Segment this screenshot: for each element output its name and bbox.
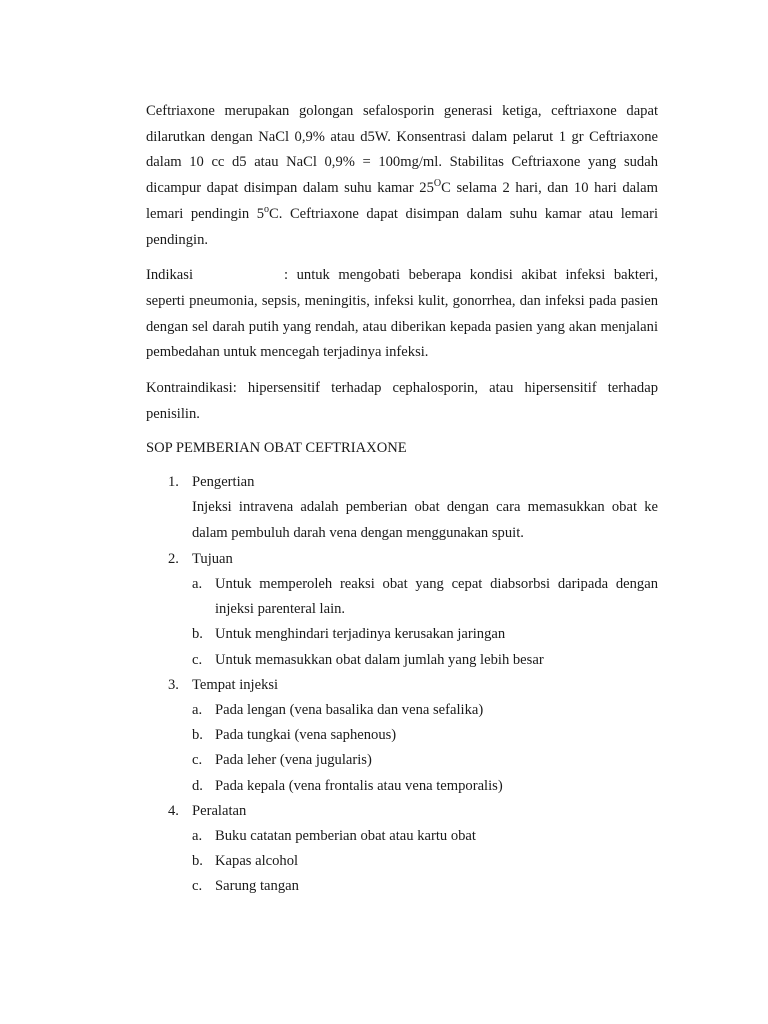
section-title: Tempat injeksi — [192, 676, 279, 693]
item-letter: c. — [192, 752, 203, 769]
section-body: Injeksi intravena adalah pemberian obat dengan cara memasukkan obat ke dalam pembuluh darah vena dengan menggunakan spuit. — [192, 499, 658, 542]
list-item — [192, 849, 658, 874]
degree-superscript-2: o — [264, 203, 270, 215]
section-title: Peralatan — [192, 802, 247, 819]
item-text: Buku catatan pemberian obat atau kartu obat — [215, 827, 476, 844]
item-letter: a. — [192, 575, 203, 592]
indikasi-label: Indikasi — [146, 267, 194, 284]
indikasi-text: : untuk mengobati beberapa kondisi akibat infeksi bakteri, seperti pneumonia, sepsis, meningitis, infeksi kulit, gonorrhea, dan infeksi pada pasien dengan sel darah putih yang rendah, atau diberikan kepada pasien yang akan menjalani pembedahan untuk mencegah terjadinya infeksi. — [146, 267, 658, 361]
item-text: Pada leher (vena jugularis) — [215, 752, 372, 769]
kontraindikasi-paragraph: Kontraindikasi: hipersensitif terhadap cephalosporin, atau hipersensitif terhadap penisilin. — [146, 380, 658, 422]
list-item — [192, 874, 658, 899]
section-number: 2. — [168, 550, 179, 567]
item-letter: a. — [192, 827, 203, 844]
intro-text-part2: C selama 2 hari, dan 10 hari dalam lemari pendingin 5 — [146, 180, 658, 222]
item-letter: b. — [192, 727, 203, 744]
indikasi-paragraph — [146, 263, 658, 366]
list-item — [192, 824, 658, 849]
list-item — [192, 723, 658, 748]
item-text: Untuk memasukkan obat dalam jumlah yang lebih besar — [215, 651, 544, 668]
intro-text-part1: Ceftriaxone merupakan golongan sefalosporin generasi ketiga, ceftriaxone dapat dilarutkan dengan NaCl 0,9% atau d5W. Konsentrasi dalam pelarut 1 gr Ceftriaxone dalam 10 cc d5 atau NaCl 0,9% = 100mg/ml. Stabilitas Ceftriaxone yang sudah dicampur dapat disimpan dalam suhu kamar 25 — [146, 103, 658, 197]
section-tempat-injeksi — [146, 673, 658, 799]
item-text: Untuk menghindari terjadinya kerusakan jaringan — [215, 626, 506, 643]
tempat-injeksi-sublist — [192, 698, 658, 799]
degree-superscript-1: O — [433, 178, 442, 190]
item-letter: b. — [192, 853, 203, 870]
item-text: Pada lengan (vena basalika dan vena sefalika) — [215, 701, 484, 718]
item-text: Pada kepala (vena frontalis atau vena temporalis) — [215, 777, 503, 794]
section-number: 1. — [168, 474, 179, 491]
sop-sections-list — [146, 470, 658, 899]
item-letter: c. — [192, 878, 203, 895]
list-item — [192, 572, 658, 622]
sop-title: SOP PEMBERIAN OBAT CEFTRIAXONE — [146, 440, 407, 457]
list-item — [192, 698, 658, 723]
list-item — [192, 648, 658, 673]
item-letter: c. — [192, 651, 203, 668]
intro-text-part3: C. Ceftriaxone dapat disimpan dalam suhu kamar atau lemari pendingin. — [146, 205, 658, 248]
item-text: Kapas alcohol — [215, 853, 299, 870]
section-pengertian — [146, 470, 658, 547]
list-item — [192, 748, 658, 773]
item-letter: b. — [192, 626, 203, 643]
item-text: Sarung tangan — [215, 878, 299, 895]
item-text: Untuk memperoleh reaksi obat yang cepat diabsorbsi daripada dengan injeksi parenteral lain. — [215, 575, 658, 618]
section-title: Tujuan — [192, 550, 233, 567]
item-letter: d. — [192, 777, 203, 794]
section-title: Pengertian — [192, 474, 255, 491]
intro-paragraph — [146, 99, 658, 253]
list-item — [192, 774, 658, 799]
document-page — [146, 99, 658, 900]
tujuan-sublist — [192, 572, 658, 673]
list-item — [192, 622, 658, 647]
item-text: Pada tungkai (vena saphenous) — [215, 727, 397, 744]
item-letter: a. — [192, 701, 203, 718]
section-tujuan — [146, 547, 658, 673]
peralatan-sublist — [192, 824, 658, 900]
section-number: 4. — [168, 802, 179, 819]
section-peralatan — [146, 799, 658, 900]
section-number: 3. — [168, 676, 179, 693]
